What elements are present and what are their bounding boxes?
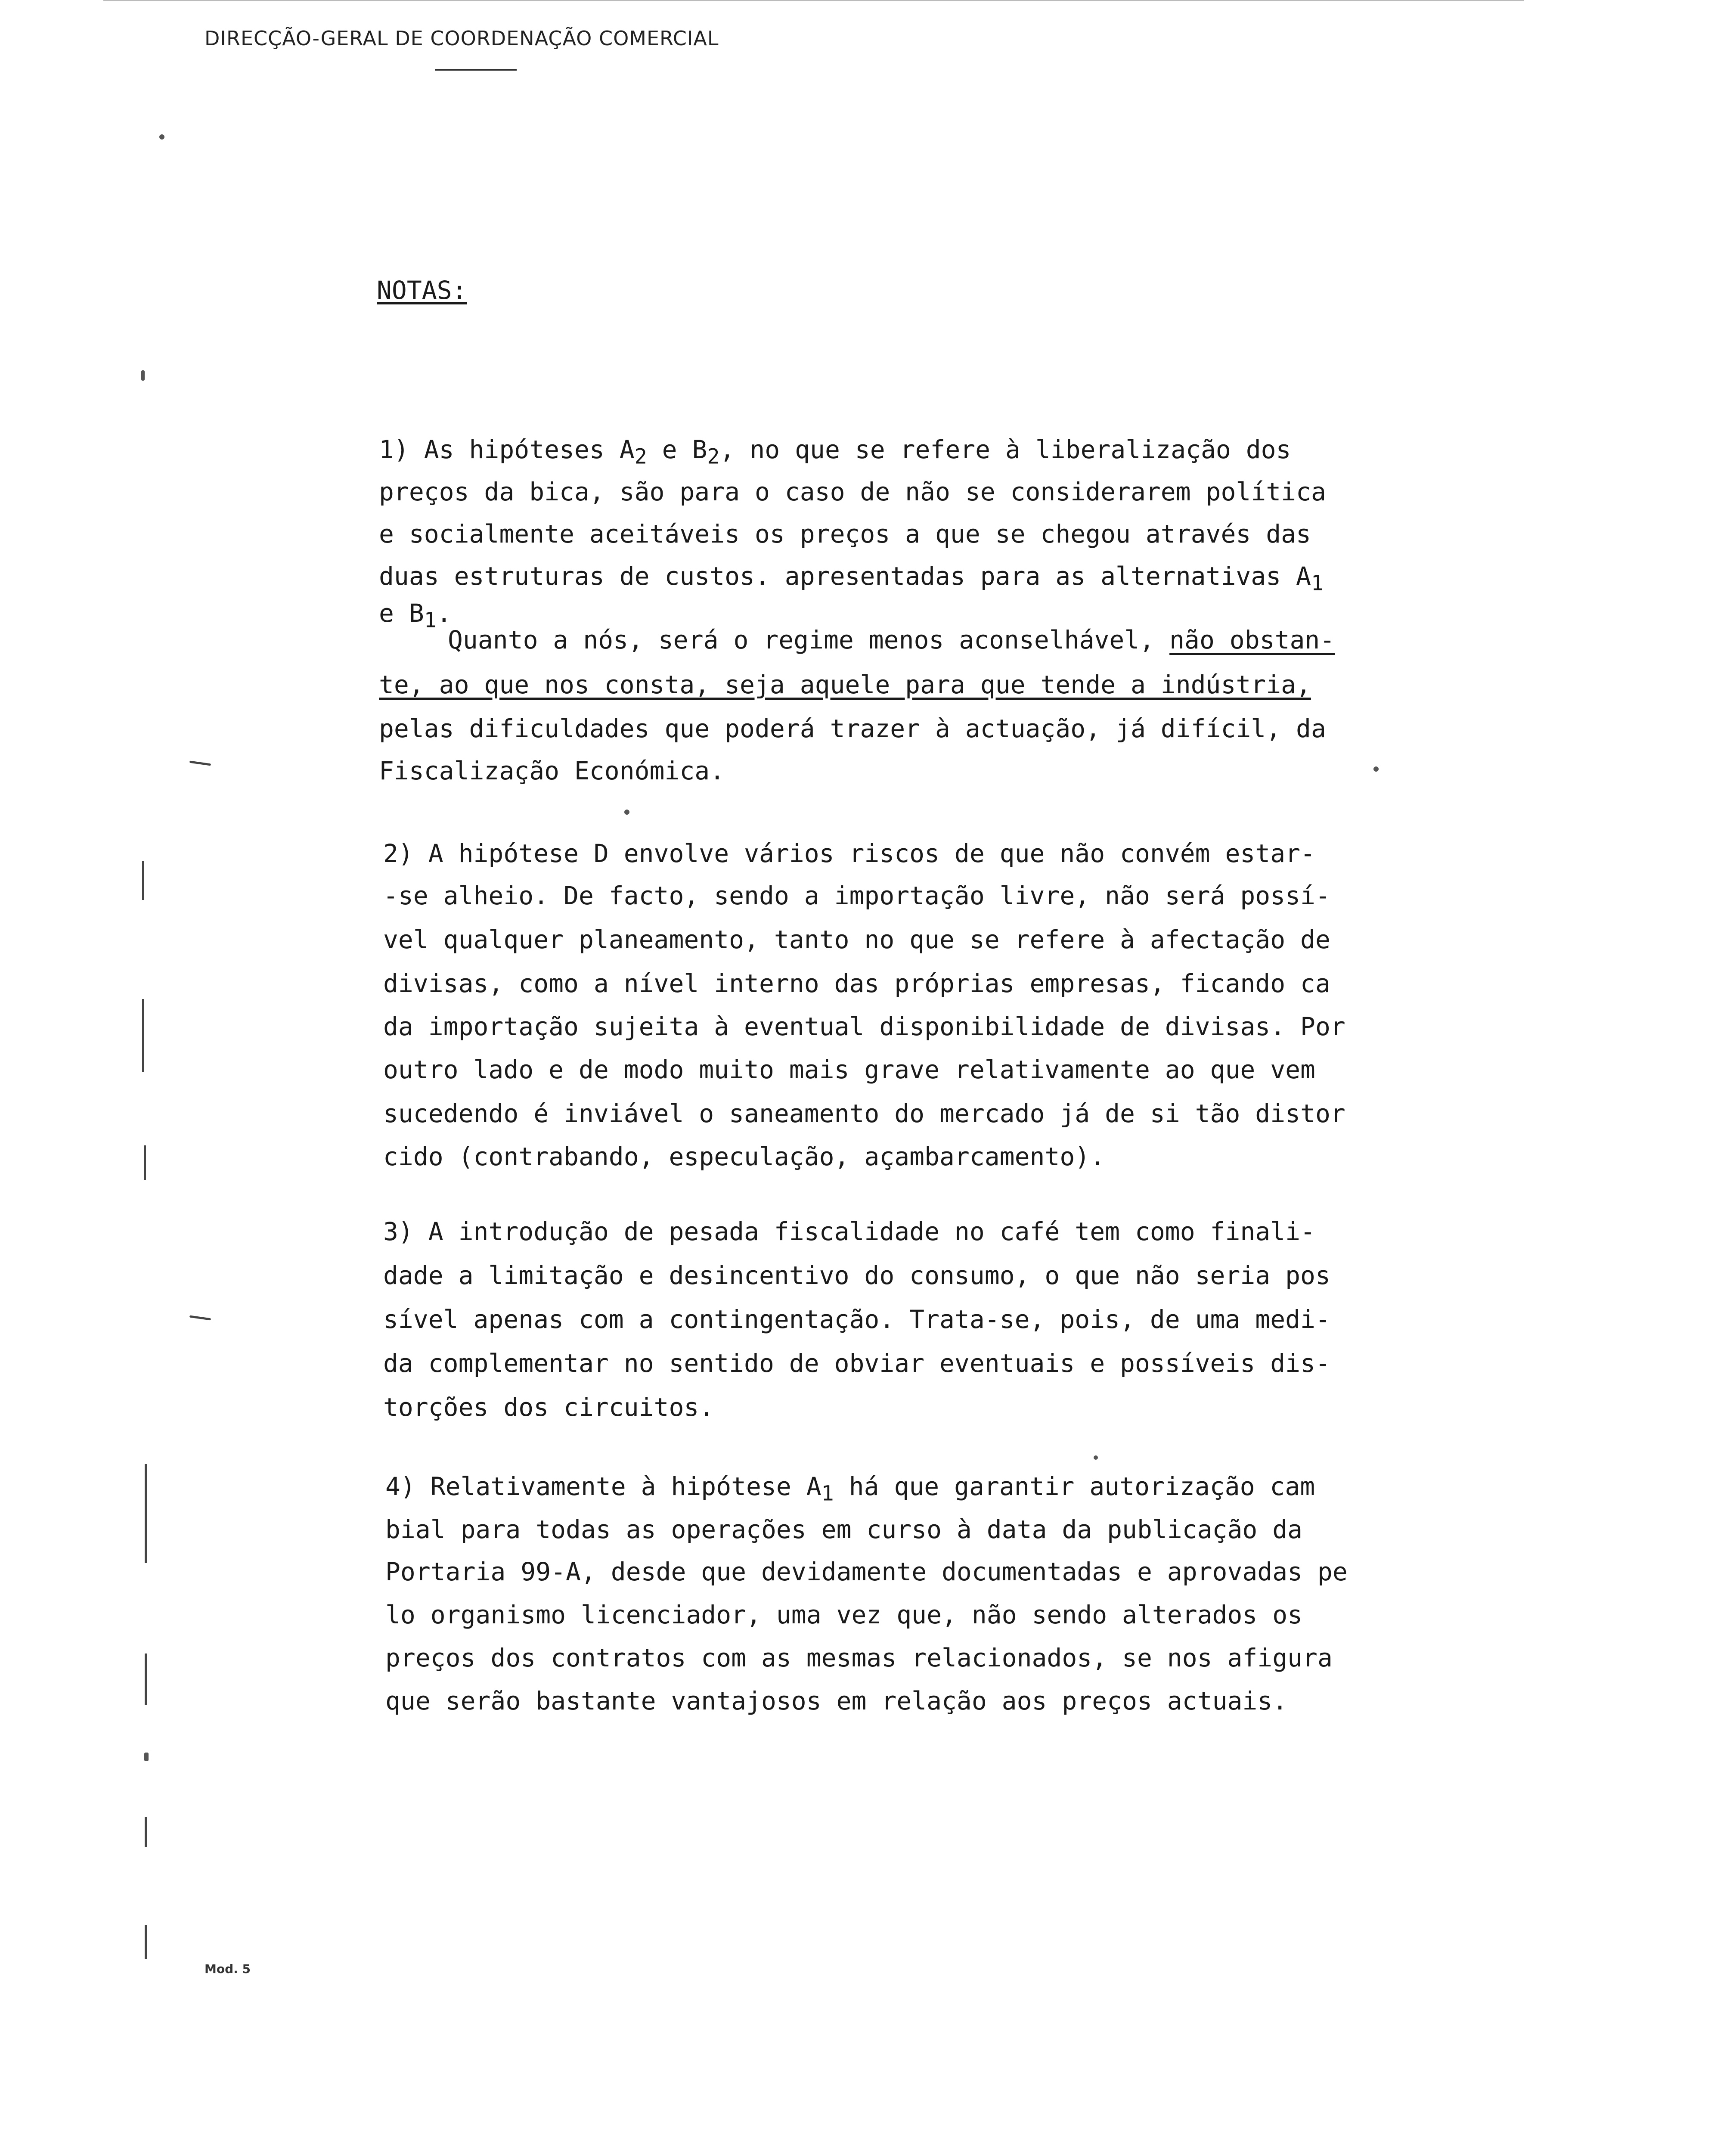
note-1-line: Fiscalização Económica.	[379, 756, 725, 785]
note-4-line: lo organismo licenciador, uma vez que, não sendo alterados os	[385, 1600, 1303, 1629]
underlined-text: te, ao que nos consta, seja aquele para que tende a indústria,	[379, 670, 1311, 699]
note-4-line: bial para todas as operações em curso à data da publicação da	[385, 1515, 1303, 1544]
scan-speck	[144, 1753, 149, 1761]
notes-heading: NOTAS:	[377, 276, 467, 305]
form-code: Mod. 5	[205, 1962, 251, 1976]
note-2-line: 2) A hipótese D envolve vários riscos de que não convém estar-	[383, 839, 1315, 868]
note-2-line: vel qualquer planeamento, tanto no que se refere à afectação de	[383, 925, 1330, 954]
note-2-line: cido (contrabando, especulação, açambarcamento).	[383, 1142, 1105, 1171]
note-2-line: da importação sujeita à eventual disponibilidade de divisas. Por	[383, 1012, 1345, 1041]
note-4-line: que serão bastante vantajosos em relação aos preços actuais.	[385, 1686, 1288, 1716]
note-2-line: sucedendo é inviável o saneamento do mercado já de si tão distor	[383, 1099, 1345, 1128]
note-3-line: dade a limitação e desincentivo do consumo, o que não seria pos	[383, 1261, 1330, 1290]
scan-mark	[145, 1464, 147, 1563]
note-3-line: torções dos circuitos.	[383, 1393, 714, 1422]
note-1-line: duas estruturas de custos. apresentadas para as alternativas $A_1$	[379, 562, 1324, 596]
scan-mark	[144, 1145, 146, 1180]
scan-speck	[1094, 1455, 1098, 1460]
scan-mark	[142, 861, 144, 900]
note-2-line: outro lado e de modo muito mais grave relativamente ao que vem	[383, 1055, 1315, 1084]
note-4-line: preços dos contratos com as mesmas relacionados, se nos afigura	[385, 1643, 1333, 1672]
scan-mark	[189, 761, 211, 766]
scan-speck	[141, 370, 145, 381]
note-4-line: 4) Relativamente à hipótese $A_1$ há que garantir autorização cam	[385, 1472, 1315, 1506]
letterhead-rule	[435, 69, 517, 71]
note-2-line: divisas, como a nível interno das próprias empresas, ficando ca	[383, 969, 1330, 998]
scan-mark	[145, 1925, 147, 1959]
note-3-line: da complementar no sentido de obviar eventuais e possíveis dis-	[383, 1349, 1330, 1378]
note-1-line: e $B_1$.	[379, 599, 452, 633]
note-1-line: preços da bica, são para o caso de não se considerarem política	[379, 477, 1326, 506]
scan-speck	[159, 134, 164, 140]
letterhead: DIRECÇÃO-GERAL DE COORDENAÇÃO COMERCIAL	[205, 27, 719, 50]
note-1-line: e socialmente aceitáveis os preços a que se chegou através das	[379, 519, 1311, 549]
scan-speck	[1373, 766, 1379, 772]
note-1-line: 1) As hipóteses $A_2$ e $B_2$, no que se refere à liberalização dos	[379, 435, 1291, 469]
scan-mark	[145, 1654, 147, 1705]
underlined-text: não obstan-	[1169, 625, 1335, 655]
note-4-line: Portaria 99-A, desde que devidamente documentadas e aprovadas pe	[385, 1557, 1348, 1586]
scan-mark	[142, 999, 144, 1072]
note-2-line: -se alheio. De facto, sendo a importação livre, não será possí-	[383, 881, 1330, 910]
scan-speck	[624, 810, 629, 815]
note-3-line: sível apenas com a contingentação. Trata-se, pois, de uma medi-	[383, 1305, 1330, 1334]
scan-mark	[189, 1315, 211, 1321]
note-3-line: 3) A introdução de pesada fiscalidade no café tem como finali-	[383, 1217, 1315, 1246]
note-1-line: pelas dificuldades que poderá trazer à actuação, já difícil, da	[379, 714, 1326, 743]
top-edge-rule	[103, 0, 1524, 1]
note-1-line: Quanto a nós, será o regime menos aconselhável, não obstan-	[448, 625, 1335, 655]
scan-mark	[145, 1817, 147, 1847]
note-1-line	[379, 670, 1311, 699]
